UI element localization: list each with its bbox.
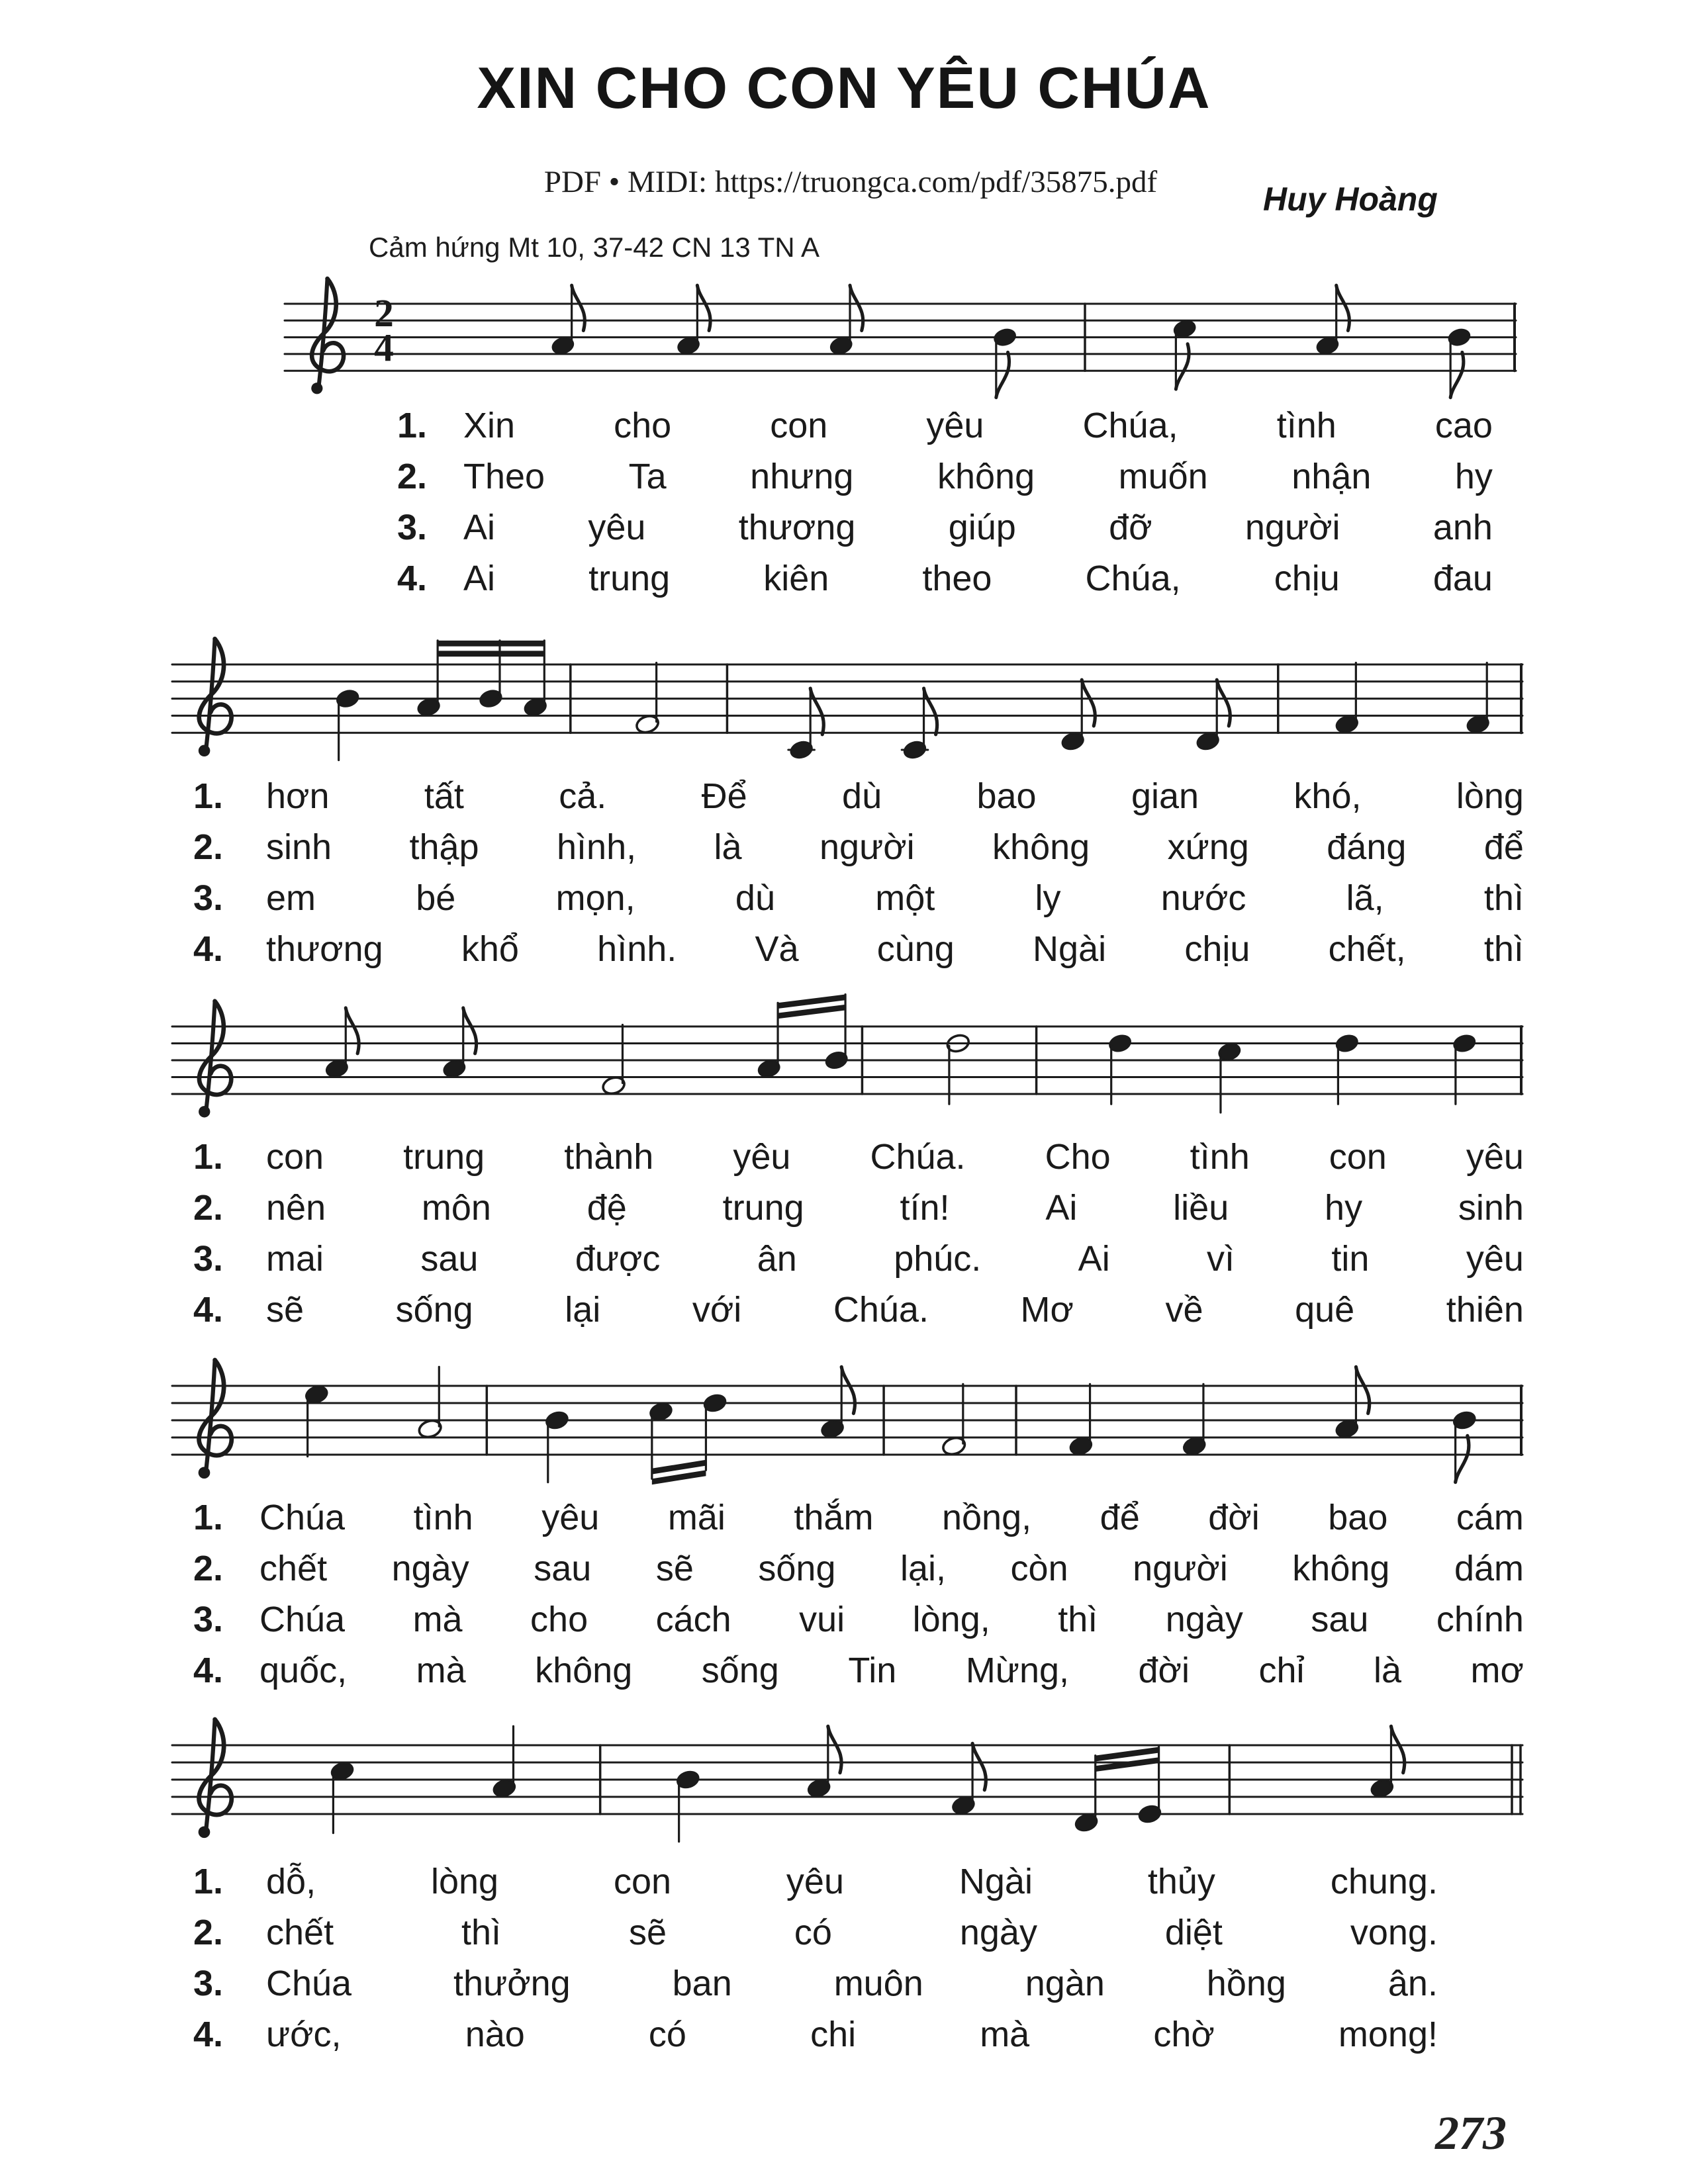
eighth-flag — [924, 688, 937, 735]
lyric-word: còn — [1010, 1549, 1068, 1588]
lyric-word: theo — [922, 559, 992, 598]
lyric-word: Xin — [463, 406, 516, 445]
lyric-row — [397, 405, 1493, 456]
lyric-word: sống — [395, 1290, 473, 1330]
verse-number: 3. — [193, 878, 224, 918]
lyric-word: thắm — [794, 1498, 874, 1537]
lyric-words — [266, 1912, 1438, 1953]
lyric-word: chịu — [1274, 559, 1340, 598]
lyric-words — [266, 1289, 1524, 1330]
lyric-word: quốc, — [259, 1651, 348, 1690]
lyric-word: cả. — [559, 776, 607, 816]
lyric-word: bé — [416, 878, 456, 918]
lyric-word: gian — [1131, 776, 1199, 816]
lyric-row — [193, 827, 1524, 878]
verse-number: 1. — [193, 1862, 224, 1901]
lyric-word: cùng — [876, 929, 955, 969]
lyric-words — [259, 1650, 1524, 1691]
lyric-word: hồng — [1206, 1964, 1286, 2003]
lyric-word: sinh — [1458, 1188, 1524, 1228]
lyric-word: dù — [735, 878, 775, 918]
lyric-word: khổ — [461, 929, 519, 969]
lyric-word: chết, — [1328, 929, 1406, 969]
eighth-flag — [1450, 352, 1464, 397]
lyric-word: chi — [810, 2015, 857, 2054]
lyric-word: ngàn — [1025, 1964, 1105, 2003]
lyric-words — [463, 558, 1493, 599]
lyric-row — [193, 1912, 1438, 1963]
lyric-word: cám — [1456, 1498, 1524, 1537]
lyric-word: nhưng — [750, 457, 854, 496]
lyric-word: không — [1292, 1549, 1390, 1588]
verse-number: 1. — [397, 406, 428, 445]
lyric-word: Mơ — [1020, 1290, 1074, 1330]
lyrics-block-1 — [397, 405, 1493, 609]
lyric-word: thì — [1483, 878, 1524, 918]
lyrics-block-4 — [193, 1497, 1524, 1701]
lyric-words — [259, 1599, 1524, 1640]
lyric-word: nồng, — [941, 1498, 1032, 1537]
verse-number: 3. — [193, 1964, 224, 2003]
lyric-word: đáng — [1327, 827, 1407, 867]
lyric-word: yêu — [1466, 1239, 1524, 1279]
lyric-word: anh — [1432, 508, 1493, 547]
music-staff-3 — [172, 957, 1523, 1167]
eighth-flag — [346, 1008, 359, 1054]
lyric-word: Để — [701, 776, 747, 816]
lyric-word: dù — [842, 776, 882, 816]
lyric-word: tình — [413, 1498, 473, 1537]
lyric-row — [397, 558, 1493, 609]
eighth-flag — [810, 688, 823, 735]
lyric-word: diệt — [1164, 1913, 1223, 1952]
lyric-word: ngày — [1165, 1600, 1243, 1639]
verse-number: 4. — [193, 1290, 224, 1330]
lyric-word: con — [613, 1862, 672, 1901]
lyric-word: đệ — [586, 1188, 627, 1228]
lyric-word: chết — [259, 1549, 328, 1588]
composer-name: Huy Hoàng — [1263, 181, 1438, 218]
lyric-word: yêu — [1466, 1137, 1524, 1177]
lyric-word: sẽ — [266, 1290, 305, 1330]
lyric-word: yêu — [541, 1498, 600, 1537]
lyric-words — [266, 776, 1524, 817]
lyric-word: đỡ — [1109, 508, 1152, 547]
verse-number: 3. — [193, 1600, 224, 1639]
lyrics-block-5 — [193, 1861, 1438, 2065]
lyric-word: hy — [1454, 457, 1493, 496]
lyric-word: đời — [1208, 1498, 1260, 1537]
lyric-row — [397, 507, 1493, 558]
lyric-word: nhận — [1291, 457, 1372, 496]
lyric-word: Ai — [1045, 1188, 1078, 1228]
lyric-word: Theo — [463, 457, 545, 496]
lyric-word: là — [714, 827, 742, 867]
lyric-word: vui — [799, 1600, 845, 1639]
beam — [438, 641, 544, 647]
lyric-word: con — [770, 406, 828, 445]
lyric-word: phúc. — [894, 1239, 982, 1279]
lyric-words — [266, 827, 1524, 868]
lyric-word: lại — [565, 1290, 601, 1330]
eighth-flag — [572, 285, 585, 330]
lyrics-block-3 — [193, 1136, 1524, 1340]
lyric-word: chờ — [1153, 2015, 1215, 2054]
lyric-word: Ai — [463, 508, 496, 547]
lyric-word: Chúa. — [833, 1290, 929, 1330]
lyric-word: lòng — [430, 1862, 499, 1901]
lyric-word: sinh — [266, 827, 332, 867]
verse-number: 1. — [193, 1498, 224, 1537]
lyric-word: khó, — [1293, 776, 1362, 816]
lyric-word: yêu — [926, 406, 984, 445]
lyric-words — [266, 1187, 1524, 1228]
lyric-word: không — [992, 827, 1090, 867]
verse-number: 1. — [193, 1137, 224, 1177]
lyric-word: hơn — [266, 776, 330, 816]
lyric-word: trung — [403, 1137, 485, 1177]
lyric-word: cho — [530, 1600, 588, 1639]
lyric-word: về — [1165, 1290, 1203, 1330]
lyric-row — [193, 1238, 1524, 1289]
lyric-word: Chúa — [259, 1600, 346, 1639]
time-signature: 2 — [374, 291, 394, 336]
verse-number: 2. — [193, 1913, 224, 1952]
time-signature: 4 — [374, 326, 394, 370]
lyric-word: tín! — [900, 1188, 950, 1228]
lyric-word: mọn, — [555, 878, 635, 918]
lyric-word: bao — [976, 776, 1037, 816]
lyric-row — [397, 456, 1493, 507]
lyric-word: môn — [421, 1188, 491, 1228]
lyric-word: sống — [701, 1651, 779, 1690]
lyric-word: người — [1244, 508, 1340, 547]
eighth-flag — [828, 1726, 841, 1772]
verse-number: 2. — [193, 1549, 224, 1588]
lyric-words — [463, 405, 1493, 446]
lyric-word: Cho — [1045, 1137, 1111, 1177]
lyric-word: Ta — [628, 457, 667, 496]
eighth-flag — [697, 285, 710, 330]
lyric-word: nên — [266, 1188, 326, 1228]
lyric-word: con — [266, 1137, 324, 1177]
lyric-word: lòng, — [912, 1600, 990, 1639]
lyric-word: sau — [1311, 1600, 1369, 1639]
lyric-row — [193, 1861, 1438, 1912]
lyric-word: thưởng — [453, 1964, 571, 2003]
lyric-word: lã, — [1346, 878, 1384, 918]
lyric-words — [463, 456, 1493, 497]
lyric-words — [266, 2014, 1438, 2055]
lyric-word: Chúa, — [1082, 406, 1178, 445]
lyric-word: Ngài — [1033, 929, 1107, 969]
lyric-word: mà — [980, 2015, 1030, 2054]
lyric-word: thương — [738, 508, 856, 547]
eighth-flag — [972, 1743, 986, 1790]
verse-number: 2. — [397, 457, 428, 496]
lyric-word: xứng — [1167, 827, 1249, 867]
lyric-word: ngày — [959, 1913, 1037, 1952]
lyric-word: Ai — [1078, 1239, 1110, 1279]
verse-number: 4. — [397, 559, 428, 598]
lyric-word: người — [1133, 1549, 1228, 1588]
lyric-word: ân — [757, 1239, 797, 1279]
lyric-word: Ai — [463, 559, 496, 598]
lyric-word: được — [575, 1239, 661, 1279]
verse-number: 2. — [193, 827, 224, 867]
lyric-word: dỗ, — [266, 1862, 316, 1901]
lyric-words — [463, 507, 1493, 548]
verse-number: 4. — [193, 1651, 224, 1690]
verse-number: 3. — [193, 1239, 224, 1279]
lyric-word: cho — [614, 406, 672, 445]
lyric-word: mong! — [1338, 2015, 1438, 2054]
lyric-word: không — [535, 1651, 633, 1690]
lyric-word: con — [1329, 1137, 1387, 1177]
lyric-words — [266, 1136, 1524, 1177]
lyric-word: có — [794, 1913, 832, 1952]
lyric-word: sống — [758, 1549, 836, 1588]
lyric-word: nước — [1160, 878, 1246, 918]
song-title: XIN CHO CON YÊU CHÚA — [477, 55, 1211, 120]
lyric-word: thì — [1483, 929, 1524, 969]
lyric-word: quê — [1295, 1290, 1355, 1330]
lyric-word: thì — [461, 1913, 502, 1952]
lyric-word: trung — [588, 559, 671, 598]
lyric-word: Chúa, — [1085, 559, 1181, 598]
lyric-row — [193, 2014, 1438, 2065]
lyric-word: để — [1100, 1498, 1140, 1537]
lyric-word: là — [1373, 1651, 1401, 1690]
eighth-flag — [841, 1367, 855, 1413]
lyric-word: Ngài — [959, 1862, 1033, 1901]
lyric-word: thì — [1058, 1600, 1098, 1639]
lyric-words — [259, 1497, 1524, 1538]
lyric-word: chỉ — [1258, 1651, 1305, 1690]
lyric-word: thành — [564, 1137, 654, 1177]
lyric-row — [193, 929, 1524, 979]
lyric-word: Chúa. — [870, 1137, 966, 1177]
page-number: 273 — [1435, 2107, 1507, 2160]
lyric-word: thập — [409, 827, 479, 867]
lyric-word: tình — [1190, 1137, 1250, 1177]
lyric-word: Và — [755, 929, 799, 969]
music-staff-2 — [172, 595, 1523, 805]
lyric-word: hình. — [597, 929, 677, 969]
eighth-flag — [1356, 1367, 1369, 1413]
lyric-word: chính — [1436, 1600, 1524, 1639]
lyric-word: yêu — [733, 1137, 791, 1177]
lyric-word: tin — [1331, 1239, 1370, 1279]
lyric-word: cao — [1434, 406, 1493, 445]
lyric-word: vì — [1207, 1239, 1235, 1279]
lyric-word: hy — [1325, 1188, 1363, 1228]
lyric-word: người — [820, 827, 915, 867]
lyric-word: yêu — [786, 1862, 844, 1901]
eighth-flag — [1456, 1435, 1469, 1482]
lyric-word: sau — [534, 1549, 592, 1588]
lyric-word: vong. — [1350, 1913, 1438, 1952]
lyric-row — [193, 1599, 1524, 1650]
lyric-word: dám — [1454, 1549, 1524, 1588]
verse-number: 1. — [193, 776, 224, 816]
lyric-word: đời — [1138, 1651, 1190, 1690]
music-staff-5 — [172, 1676, 1523, 1887]
lyric-words — [266, 1861, 1438, 1902]
eighth-flag — [1082, 680, 1095, 726]
lyric-word: sau — [420, 1239, 479, 1279]
lyric-word: ban — [672, 1964, 732, 2003]
lyric-word: Mừng, — [965, 1651, 1070, 1690]
music-staff-4 — [172, 1316, 1523, 1527]
verse-number: 4. — [193, 929, 224, 969]
lyric-word: hình, — [557, 827, 637, 867]
lyric-word: liều — [1173, 1188, 1229, 1228]
lyric-word: Chúa — [266, 1964, 352, 2003]
lyric-word: thương — [266, 929, 383, 969]
lyric-word: đau — [1432, 559, 1493, 598]
lyric-word: thủy — [1147, 1862, 1215, 1901]
lyric-word: tất — [424, 776, 464, 816]
lyric-word: mơ — [1470, 1651, 1524, 1690]
lyric-words — [266, 878, 1524, 919]
lyric-word: một — [875, 878, 935, 918]
pdf-midi-link-text: PDF • MIDI: https://truongca.com/pdf/35875.pdf — [543, 165, 1158, 199]
lyric-word: giúp — [948, 508, 1016, 547]
lyric-word: tình — [1276, 406, 1336, 445]
lyric-row — [193, 1497, 1524, 1548]
lyric-words — [259, 1548, 1524, 1589]
eighth-flag — [996, 352, 1009, 397]
lyric-word: có — [648, 2015, 686, 2054]
lyric-word: lại, — [900, 1549, 947, 1588]
verse-number: 4. — [193, 2015, 224, 2054]
lyric-word: sẽ — [628, 1913, 667, 1952]
lyric-word: mai — [266, 1239, 324, 1279]
lyric-row — [193, 1187, 1524, 1238]
lyric-word: thiên — [1446, 1290, 1524, 1330]
lyric-word: sẽ — [655, 1549, 694, 1588]
lyric-word: ân. — [1387, 1964, 1438, 2003]
eighth-flag — [1217, 680, 1230, 726]
lyric-word: muốn — [1118, 457, 1208, 496]
lyric-row — [193, 776, 1524, 827]
lyric-word: chung. — [1330, 1862, 1438, 1901]
lyric-word: muôn — [833, 1964, 923, 2003]
lyric-word: Chúa — [259, 1498, 346, 1537]
lyric-row — [193, 878, 1524, 929]
lyric-word: ước, — [266, 2015, 342, 2054]
eighth-flag — [1391, 1726, 1404, 1772]
lyric-word: chịu — [1184, 929, 1250, 969]
beam — [438, 651, 544, 657]
lyric-word: cách — [655, 1600, 731, 1639]
lyric-word: yêu — [588, 508, 646, 547]
lyric-row — [193, 1650, 1524, 1701]
lyric-word: lòng — [1456, 776, 1524, 816]
verse-number: 3. — [397, 508, 428, 547]
lyric-word: chết — [266, 1913, 334, 1952]
lyric-row — [193, 1289, 1524, 1340]
inspiration-caption: Cảm hứng Mt 10, 37-42 CN 13 TN A — [369, 232, 820, 263]
lyric-word: kiên — [763, 559, 829, 598]
lyric-word: mà — [416, 1651, 466, 1690]
lyric-word: mãi — [667, 1498, 726, 1537]
lyric-words — [266, 1963, 1438, 2004]
lyric-word: ngày — [391, 1549, 469, 1588]
lyrics-block-2 — [193, 776, 1524, 979]
eighth-flag — [463, 1008, 477, 1054]
verse-number: 2. — [193, 1188, 224, 1228]
lyric-word: bao — [1328, 1498, 1388, 1537]
lyric-row — [193, 1136, 1524, 1187]
eighth-flag — [1336, 285, 1350, 330]
lyric-word: ly — [1035, 878, 1061, 918]
lyric-row — [193, 1963, 1438, 2014]
lyric-words — [266, 1238, 1524, 1279]
lyric-row — [193, 1548, 1524, 1599]
eighth-flag — [850, 285, 863, 330]
lyric-word: Tin — [848, 1651, 897, 1690]
lyric-word: không — [937, 457, 1035, 496]
lyric-word: em — [266, 878, 316, 918]
lyric-word: mà — [412, 1600, 463, 1639]
lyric-words — [266, 929, 1524, 970]
eighth-flag — [1176, 344, 1189, 389]
lyric-word: nào — [465, 2015, 525, 2054]
lyric-word: với — [692, 1290, 742, 1330]
lyric-word: trung — [722, 1188, 804, 1228]
lyric-word: để — [1483, 827, 1524, 867]
